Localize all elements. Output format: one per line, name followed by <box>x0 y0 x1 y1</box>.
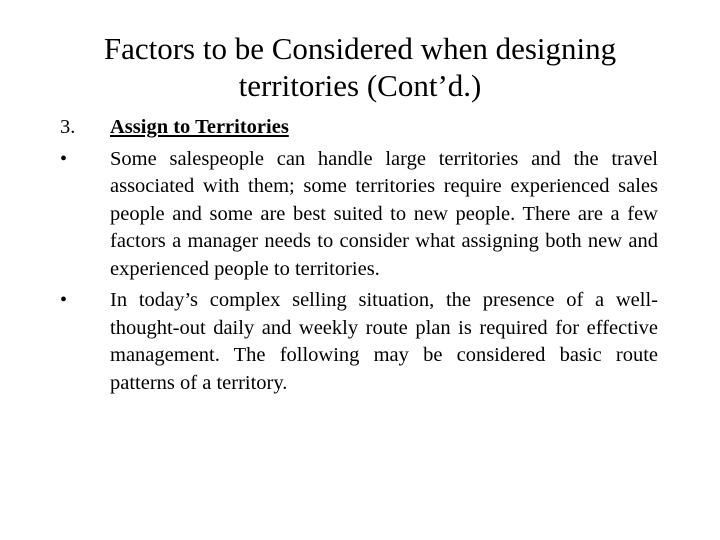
bullet-item <box>60 146 658 284</box>
bullet-marker: • <box>60 289 68 311</box>
section-heading: Assign to Territories <box>110 116 289 138</box>
slide-body <box>60 114 658 401</box>
bullet-item <box>60 287 658 397</box>
slide-title: Factors to be Considered when designing territories (Cont’d.) <box>103 31 617 103</box>
bullet-text: In today’s complex selling situation, the presence of a well-thought-out daily and weekly route plan is required for effective management. The following may be considered basic route patterns of a territory. <box>110 289 658 394</box>
numbered-item-heading <box>60 114 658 142</box>
bullet-text: Some salespeople can handle large territories and the travel associated with them; some territories require experienced sales people and some are best suited to new people. There are a few factors a manager needs to consider what assigning both new and experienced people to territories. <box>110 147 658 280</box>
item-number: 3. <box>60 116 76 138</box>
bullet-marker: • <box>60 147 68 170</box>
